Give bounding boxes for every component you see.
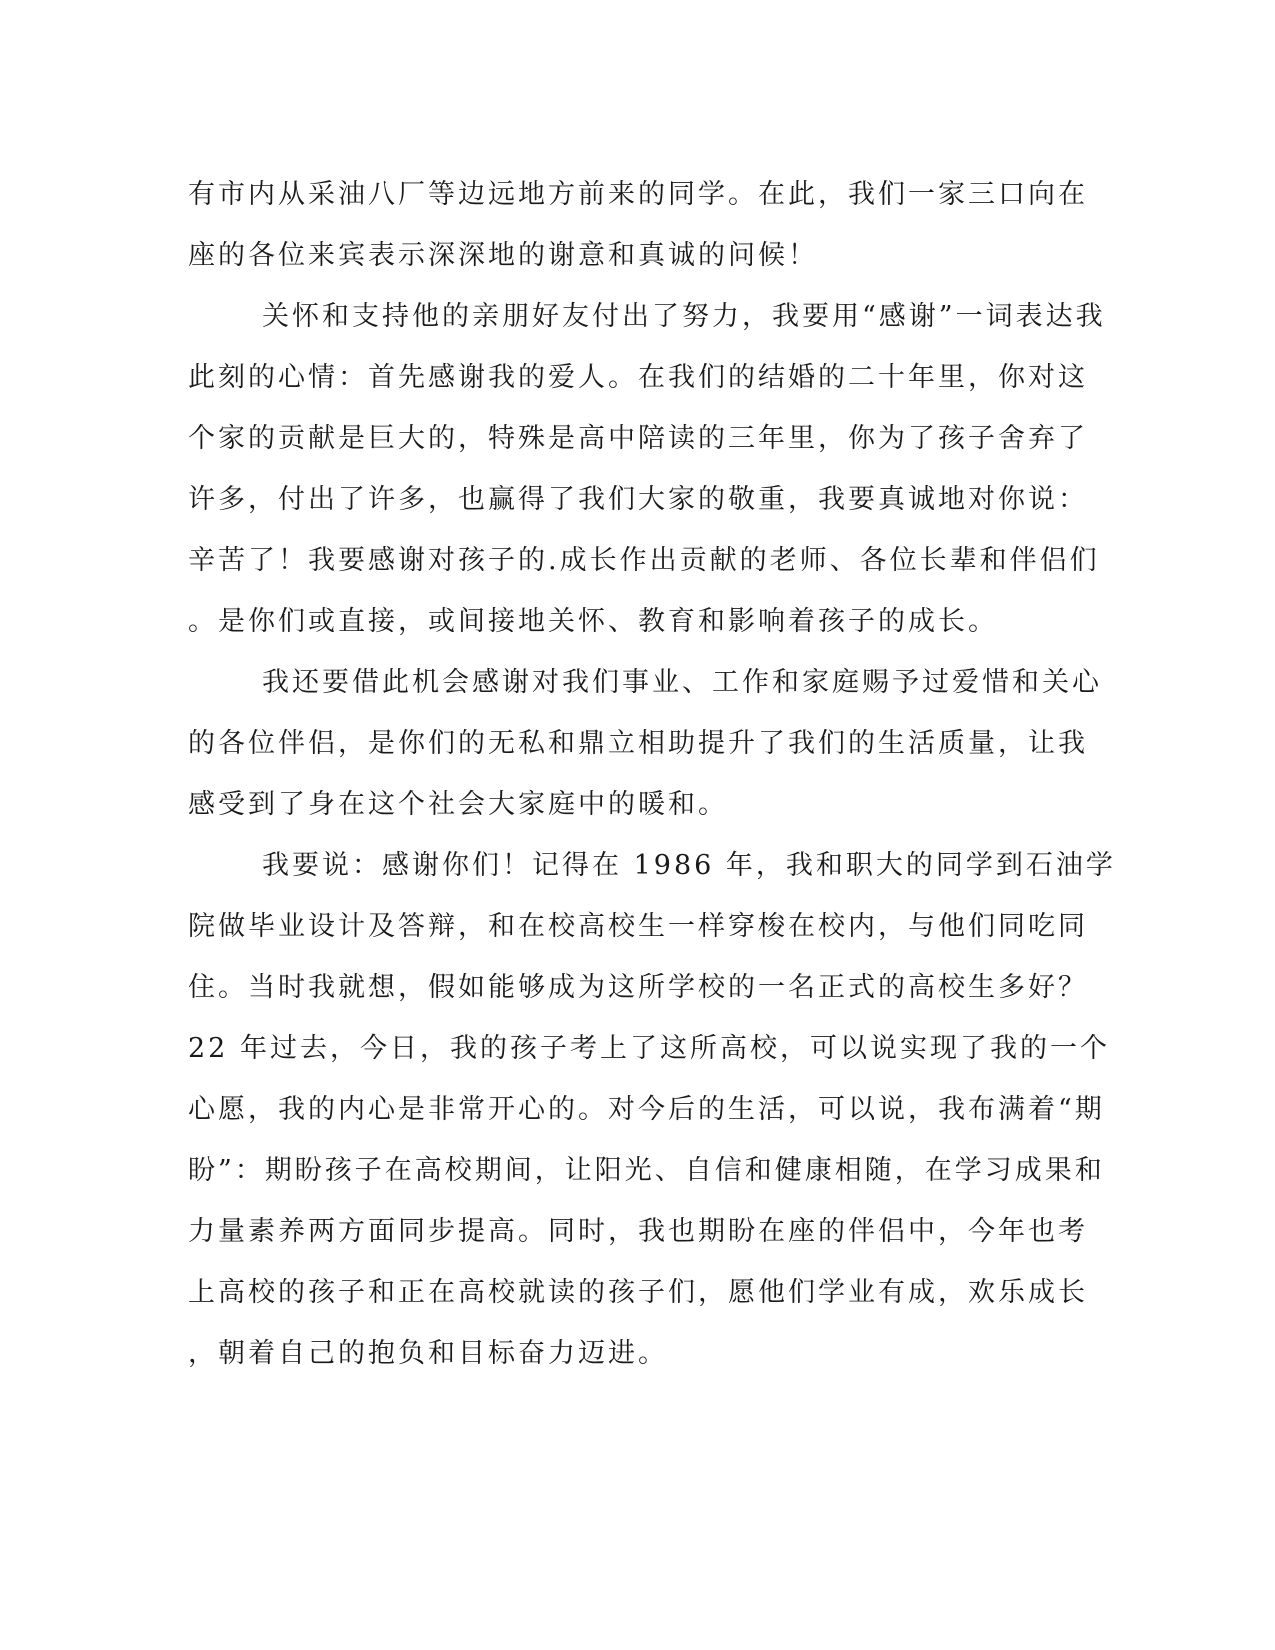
paragraph-3 [188,652,1102,835]
text-line: 院做毕业设计及答辩，和在校高校生一样穿梭在校内，与他们同吃同 [188,911,1088,942]
text-line: 我还要借此机会感谢对我们事业、工作和家庭赐予过爱惜和关心 [262,667,1102,698]
text-line: 个家的贡献是巨大的，特殊是高中陪读的三年里，你为了孩子舍弃了 [188,423,1088,454]
text-line: 22 年过去，今日，我的孩子考上了这所高校，可以说实现了我的一个 [188,1033,1110,1064]
paragraph-1 [188,164,1088,286]
text-line: 。是你们或直接，或间接地关怀、教育和影响着孩子的成长。 [188,606,998,637]
text-line: ，朝着自己的抱负和目标奋力迈进。 [188,1338,668,1369]
text-line: 许多，付出了许多，也赢得了我们大家的敬重，我要真诚地对你说： [188,484,1088,515]
text-line: 有市内从采油八厂等边远地方前来的同学。在此，我们一家三口向在 [188,179,1088,210]
text-line: 我要说：感谢你们！记得在 1986 年，我和职大的同学到石油学 [262,850,1116,881]
text-line: 盼”：期盼孩子在高校期间，让阳光、自信和健康相随，在学习成果和 [188,1155,1105,1186]
text-line: 上高校的孩子和正在高校就读的孩子们，愿他们学业有成，欢乐成长 [188,1277,1088,1308]
text-line: 感受到了身在这个社会大家庭中的暖和。 [188,789,728,820]
text-line: 此刻的心情：首先感谢我的爱人。在我们的结婚的二十年里，你对这 [188,362,1088,393]
paragraph-4 [188,835,1116,1384]
text-line: 辛苦了！我要感谢对孩子的.成长作出贡献的老师、各位长辈和伴侣们 [188,545,1100,576]
text-line: 力量素养两方面同步提高。同时，我也期盼在座的伴侣中，今年也考 [188,1216,1088,1247]
text-line: 座的各位来宾表示深深地的谢意和真诚的问候！ [188,240,818,271]
body-text [188,164,1116,1384]
text-line: 心愿，我的内心是非常开心的。对今后的生活，可以说，我布满着“期 [188,1094,1105,1125]
text-line: 的各位伴侣，是你们的无私和鼎立相助提升了我们的生活质量，让我 [188,728,1088,759]
text-line: 住。当时我就想，假如能够成为这所学校的一名正式的高校生多好？ [188,972,1088,1003]
text-line: 关怀和支持他的亲朋好友付出了努力，我要用“感谢”一词表达我 [262,301,1106,332]
paragraph-2 [188,286,1106,652]
